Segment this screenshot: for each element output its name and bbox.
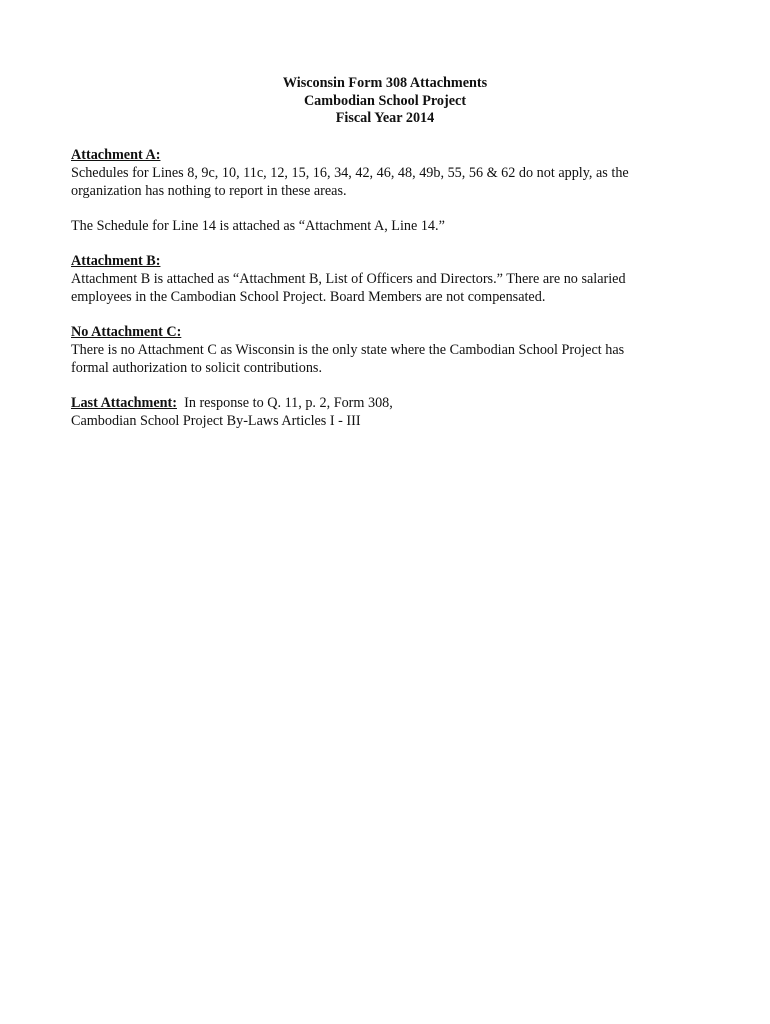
- attachment-c-section: [71, 323, 711, 377]
- last-attachment-label: Last Attachment:: [71, 395, 177, 411]
- attachment-b-line-2: employees in the Cambodian School Project. Board Members are not compensated.: [71, 289, 546, 305]
- header-title: Wisconsin Form 308 Attachments: [282, 75, 488, 91]
- attachment-a-section: [71, 146, 711, 200]
- header-fiscal-year: Fiscal Year 2014: [335, 110, 435, 126]
- attachment-a-heading: Attachment A:: [71, 147, 161, 163]
- last-attachment-text: In response to Q. 11, p. 2, Form 308,: [177, 395, 393, 411]
- last-attachment-line-1: [71, 394, 711, 412]
- attachment-c-line-2: formal authorization to solicit contributions.: [71, 360, 322, 376]
- attachment-a-paragraph-1: [71, 164, 711, 200]
- header-organization: Cambodian School Project: [303, 92, 467, 109]
- attachment-c-line-1: There is no Attachment C as Wisconsin is the only state where the Cambodian School Project has: [71, 342, 625, 358]
- attachment-b-section: [71, 252, 711, 306]
- attachment-a-paragraph-1-line-2: organization has nothing to report in these areas.: [71, 183, 347, 199]
- document-header: [0, 75, 770, 128]
- attachment-b-line-1: Attachment B is attached as “Attachment B, List of Officers and Directors.” There are no salaried: [71, 271, 626, 287]
- attachment-b-heading: Attachment B:: [71, 253, 161, 269]
- last-attachment-line-2: Cambodian School Project By-Laws Articles I - III: [71, 413, 361, 429]
- attachment-a-paragraph-1-line-1: Schedules for Lines 8, 9c, 10, 11c, 12, 15, 16, 34, 42, 46, 48, 49b, 55, 56 & 62 do not apply, as the: [71, 165, 629, 181]
- last-attachment-section: [71, 394, 711, 430]
- attachment-c-heading: No Attachment C:: [71, 324, 182, 340]
- document-body: [71, 146, 711, 447]
- attachment-a-line-14-section: [71, 217, 711, 235]
- attachment-a-paragraph-2: The Schedule for Line 14 is attached as “Attachment A, Line 14.”: [71, 218, 445, 234]
